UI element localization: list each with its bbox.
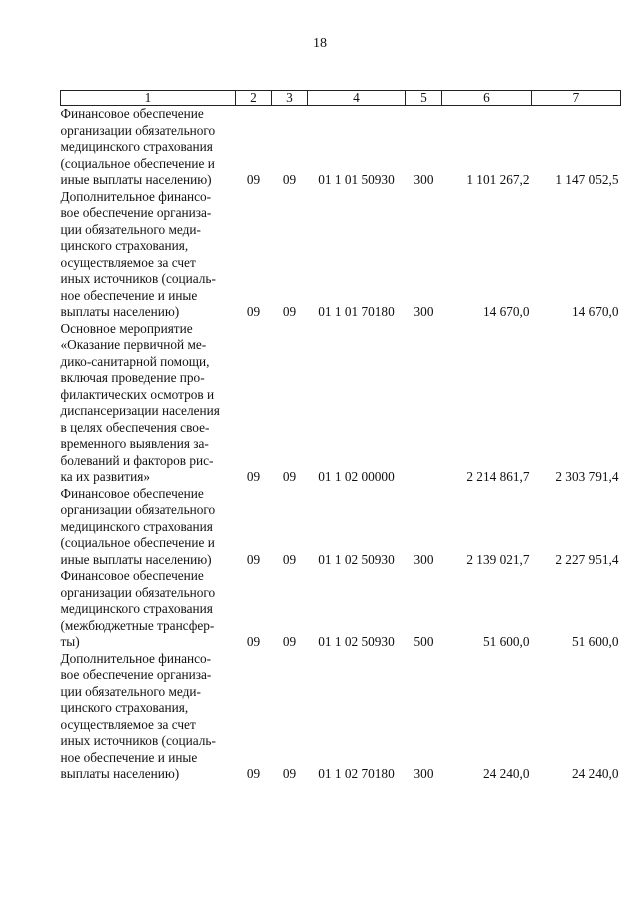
row-col2: 09	[246, 766, 261, 781]
table-row	[61, 651, 621, 783]
table-row	[61, 321, 621, 486]
row-name-line: организации обязательного	[60, 122, 216, 138]
row-col4: 01 1 02 70180	[318, 766, 395, 781]
row-name-line: ное обеспечение и иные	[60, 749, 198, 765]
row-name	[61, 568, 236, 651]
row-col7: 24 240,0	[571, 766, 619, 781]
budget-table	[60, 90, 621, 783]
row-col3: 09	[282, 172, 297, 187]
row-name-line: временного выявления за-	[60, 436, 209, 451]
row-name-line: организации обязательного	[60, 502, 216, 517]
row-col6: 14 670,0	[482, 304, 530, 319]
row-name-line: филактических осмотров и	[60, 386, 215, 402]
row-name-line: цинского страхования,	[60, 238, 189, 253]
row-col6: 24 240,0	[482, 766, 530, 781]
row-col3: 09	[282, 634, 297, 649]
table-row	[61, 106, 621, 189]
row-name-line: (социальное обеспечение и	[60, 155, 215, 171]
row-name-line: ка их развития»	[60, 469, 150, 484]
row-col2: 09	[246, 304, 261, 319]
row-col7: 51 600,0	[571, 634, 619, 649]
row-name-line: выплаты населению)	[60, 304, 180, 319]
table-header	[61, 91, 621, 106]
row-col4: 01 1 02 00000	[318, 469, 395, 484]
row-name	[61, 321, 236, 486]
row-name-line: дико-санитарной помощи,	[60, 353, 210, 369]
header-col-4: 4	[308, 91, 406, 106]
row-col2: 09	[246, 172, 261, 187]
row-name-line: Основное мероприятие	[60, 320, 193, 336]
row-col7: 2 303 791,4	[555, 469, 619, 484]
row-col3: 09	[282, 469, 297, 484]
row-col4: 01 1 02 50930	[318, 634, 395, 649]
row-name-line: Финансовое обеспечение	[60, 568, 204, 583]
row-col4: 01 1 02 50930	[318, 551, 395, 567]
header-col-1: 1	[61, 91, 236, 106]
row-name-line: иные выплаты населению)	[60, 172, 212, 187]
page-number: 18	[313, 36, 327, 51]
row-name-line: Финансовое обеспечение	[60, 106, 204, 121]
row-name-line: в целях обеспечения свое-	[60, 419, 210, 435]
row-name-line: (социальное обеспечение и	[60, 535, 215, 550]
row-col5: 300	[413, 551, 434, 567]
row-name-line: иные выплаты населению)	[60, 551, 212, 567]
row-name-line: «Оказание первичной ме-	[60, 337, 207, 352]
row-name-line: Дополнительное финансо-	[60, 188, 212, 204]
row-col2: 09	[246, 551, 261, 567]
row-col3: 09	[282, 304, 297, 319]
row-name-line: ное обеспечение и иные	[60, 287, 198, 303]
table-row	[61, 568, 621, 651]
row-name	[61, 651, 236, 783]
header-col-5: 5	[406, 91, 442, 106]
row-name-line: Дополнительное финансо-	[60, 650, 212, 666]
row-col6: 1 101 267,2	[466, 172, 530, 187]
row-col4: 01 1 01 70180	[318, 304, 395, 319]
row-col7: 2 227 951,4	[555, 551, 619, 567]
row-name-line: медицинского страхования	[60, 139, 213, 154]
header-col-3: 3	[272, 91, 308, 106]
row-col6: 2 139 021,7	[466, 551, 530, 567]
row-name-line: Финансовое обеспечение	[60, 485, 204, 501]
row-name	[61, 189, 236, 321]
row-name-line: выплаты населению)	[60, 766, 180, 781]
row-col2: 09	[246, 634, 261, 649]
table-row	[61, 486, 621, 569]
row-col6: 51 600,0	[482, 634, 530, 649]
row-name	[61, 106, 236, 189]
row-col5: 300	[413, 766, 434, 781]
row-name-line: ты)	[60, 634, 80, 649]
row-name-line: медицинского страхования	[60, 518, 213, 534]
row-name-line: осуществляемое за счет	[60, 716, 196, 732]
row-name-line: медицинского страхования	[60, 601, 213, 616]
row-name-line: осуществляемое за счет	[60, 254, 196, 270]
row-name-line: ции обязательного меди-	[60, 683, 201, 699]
row-name-line: организации обязательного	[60, 584, 216, 600]
row-col4: 01 1 01 50930	[318, 172, 395, 187]
row-name-line: болеваний и факторов рис-	[60, 452, 214, 468]
row-col2: 09	[246, 469, 261, 484]
row-name-line: (межбюджетные трансфер-	[60, 617, 215, 633]
row-col7: 1 147 052,5	[555, 172, 619, 187]
header-row	[61, 91, 621, 106]
row-name-line: вое обеспечение организа-	[60, 205, 212, 220]
row-name-line: вое обеспечение организа-	[60, 667, 212, 682]
row-name-line: ции обязательного меди-	[60, 221, 201, 237]
row-name-line: иных источников (социаль-	[60, 271, 216, 286]
row-name-line: цинского страхования,	[60, 700, 189, 715]
row-name-line: включая проведение про-	[60, 370, 205, 385]
table-row	[61, 189, 621, 321]
row-col5: 300	[413, 172, 434, 187]
row-col5: 300	[413, 304, 434, 319]
row-col5	[406, 321, 442, 486]
row-col5: 500	[413, 634, 434, 649]
table-body	[61, 106, 621, 783]
row-col3: 09	[282, 766, 297, 781]
row-name	[61, 486, 236, 569]
header-col-7: 7	[532, 91, 621, 106]
row-name-line: иных источников (социаль-	[60, 733, 216, 748]
row-name-line: диспансеризации населения	[60, 403, 220, 418]
row-col3: 09	[282, 551, 297, 567]
header-col-2: 2	[236, 91, 272, 106]
row-col7: 14 670,0	[571, 304, 619, 319]
row-col6: 2 214 861,7	[466, 469, 530, 484]
header-col-6: 6	[442, 91, 532, 106]
